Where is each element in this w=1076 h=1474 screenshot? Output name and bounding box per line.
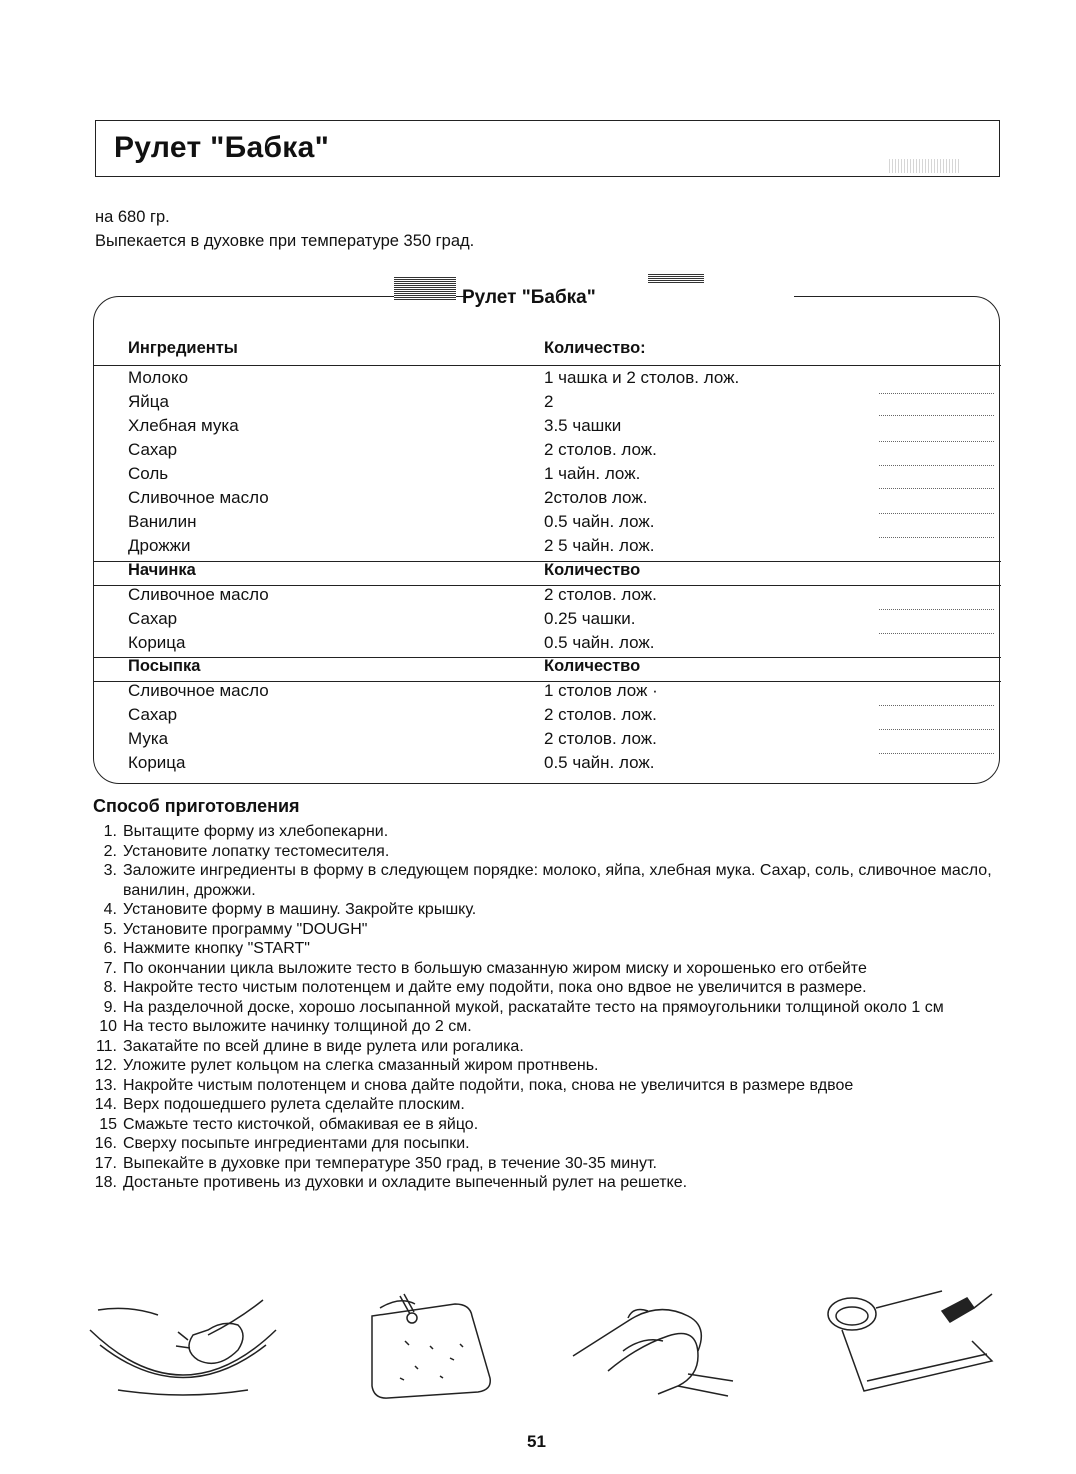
- title-box: [95, 120, 1000, 177]
- step-number: 15: [99, 1115, 117, 1133]
- recipe-card: [93, 296, 1000, 784]
- step-item: [93, 822, 1003, 842]
- topping-qty: 0.5 чайн. лож.: [544, 753, 655, 772]
- dotted-leader: [879, 415, 994, 416]
- step-text: Установите программу "DOUGH": [123, 920, 368, 938]
- dotted-leader: [879, 513, 994, 514]
- ingredient-name: Хлебная мука: [128, 416, 239, 435]
- step-number: 1.: [103, 823, 117, 840]
- method-steps: [93, 822, 1003, 1193]
- ingredient-name: Ванилин: [128, 512, 197, 531]
- step-number: 14.: [94, 1096, 117, 1113]
- topping-header-name: Посыпка: [128, 657, 201, 675]
- title-hatch-right: [648, 273, 704, 283]
- filling-name: Сахар: [128, 609, 178, 628]
- ingredient-row: [94, 440, 999, 464]
- step-item: [93, 1095, 1003, 1115]
- ingredients-header-qty: Количество:: [544, 339, 646, 357]
- topping-name: Сливочное масло: [128, 681, 269, 700]
- rolling-dough-illustration: [360, 1286, 510, 1406]
- ingredients-header: [94, 339, 999, 363]
- filling-name: Сливочное масло: [128, 585, 269, 604]
- dotted-leader: [879, 729, 994, 730]
- ingredient-qty: 2: [544, 392, 554, 411]
- step-text: Верх подошедшего рулета сделайте плоским.: [123, 1096, 465, 1113]
- filling-qty: 0.25 чашки.: [544, 609, 636, 628]
- step-number: 12.: [94, 1057, 117, 1074]
- dotted-leader: [879, 753, 994, 754]
- ingredient-qty: 2 столов. лож.: [544, 440, 657, 459]
- ingredient-name: Яйца: [128, 392, 169, 411]
- dotted-leader: [879, 488, 994, 489]
- step-item: [93, 1154, 1003, 1174]
- step-item: [93, 842, 1003, 862]
- step-item: [93, 1076, 1003, 1096]
- baking-note: Выпекается в духовке при температуре 350 град.: [95, 232, 475, 250]
- topping-header: [94, 657, 999, 681]
- ingredient-qty: 2столов лож.: [544, 488, 648, 507]
- step-text: Установите лопатку тестомесителя.: [123, 842, 390, 860]
- step-item: [93, 1037, 1003, 1057]
- step-item: [93, 1134, 1003, 1154]
- topping-header-qty: Количество: [544, 657, 641, 675]
- dotted-leader: [879, 537, 994, 538]
- dotted-leader: [879, 393, 994, 394]
- ingredient-name: Дрожжи: [128, 536, 191, 555]
- filling-row: [94, 633, 999, 657]
- step-number: 10: [99, 1018, 117, 1035]
- bowl-kneading-illustration: [88, 1290, 278, 1400]
- ingredients-header-name: Ингредиенты: [128, 339, 238, 357]
- filling-qty: 2 столов. лож.: [544, 585, 657, 604]
- step-number: 16.: [94, 1135, 117, 1152]
- brushing-egg-illustration: [812, 1286, 997, 1404]
- ingredient-qty: 3.5 чашки: [544, 416, 622, 435]
- ingredient-row: [94, 368, 999, 392]
- step-text: Смажьте тесто кисточкой, обмакивая ее в яйцо.: [123, 1115, 479, 1133]
- step-text: По окончании цикла выложите тесто в большую смазанную жиром миску и хорошенько его отбейте: [123, 959, 867, 977]
- ingredient-row: [94, 392, 999, 416]
- ingredient-row: [94, 464, 999, 488]
- step-number: 17.: [94, 1154, 117, 1172]
- filling-header: [94, 561, 999, 585]
- step-text: Заложите ингредиенты в форму в следующем порядке: молоко, яйпа, хлебная мука. Сахар, соль, сливочное масло, ванилин, дрожжи.: [123, 862, 992, 899]
- step-item: [93, 1017, 1003, 1037]
- dotted-leader: [879, 465, 994, 466]
- ingredient-qty: 1 чайн. лож.: [544, 464, 641, 483]
- title-hatch-left: [394, 276, 456, 300]
- ingredient-row: [94, 488, 999, 512]
- dotted-leader: [879, 609, 994, 610]
- topping-row: [94, 753, 999, 777]
- step-text: Достаньте противень из духовки и охладите выпеченный рулет на решетке.: [123, 1174, 688, 1191]
- ingredient-name: Соль: [128, 464, 169, 483]
- recipe-weight: на 680 гр.: [95, 208, 170, 226]
- dotted-leader: [879, 441, 994, 442]
- step-item: [93, 861, 1003, 900]
- step-item: [93, 1173, 1003, 1193]
- step-text: Накройте чистым полотенцем и снова дайте подойти, пока, снова не увеличится в размере вдвое: [123, 1076, 854, 1094]
- ingredient-name: Сливочное масло: [128, 488, 269, 507]
- decorative-dots: [889, 159, 959, 173]
- step-item: [93, 920, 1003, 940]
- method-title: Способ приготовления: [93, 796, 300, 816]
- ingredient-name: Сахар: [128, 440, 178, 459]
- step-number: 4.: [103, 901, 117, 918]
- step-text: Закатайте по всей длине в виде рулета или рогалика.: [123, 1037, 524, 1055]
- topping-qty: 2 столов. лож.: [544, 729, 657, 748]
- card-title: Рулет "Бабка": [462, 287, 596, 308]
- step-text: На тесто выложите начинку толщиной до 2 см.: [123, 1018, 472, 1035]
- step-number: 11.: [95, 1037, 117, 1055]
- filling-row: [94, 609, 999, 633]
- filling-qty: 0.5 чайн. лож.: [544, 633, 655, 652]
- step-text: Установите форму в машину. Закройте крышку.: [123, 901, 477, 918]
- step-number: 13.: [94, 1076, 117, 1094]
- filling-header-qty: Количество: [544, 561, 641, 579]
- topping-row: [94, 681, 999, 705]
- step-number: 18.: [94, 1174, 117, 1191]
- step-item: [93, 1115, 1003, 1135]
- divider: [94, 365, 1001, 366]
- step-item: [93, 978, 1003, 998]
- ingredient-row: [94, 416, 999, 440]
- ingredient-qty: 1 чашка и 2 столов. лож.: [544, 368, 740, 387]
- ingredient-qty: 0.5 чайн. лож.: [544, 512, 655, 531]
- step-text: Нажмите кнопку "START": [123, 940, 310, 957]
- filling-header-name: Начинка: [128, 561, 196, 579]
- topping-name: Сахар: [128, 705, 178, 724]
- topping-qty: 1 столов лож ·: [544, 681, 658, 700]
- step-text: На разделочной доске, хорошо лосыпанной мукой, раскатайте тесто на прямоугольники толщиной около 1 см: [123, 998, 944, 1016]
- step-text: Вытащите форму из хлебопекарни.: [123, 823, 389, 840]
- step-text: Сверху посыпьте ингредиентами для посыпки.: [123, 1135, 470, 1152]
- step-number: 8.: [103, 979, 117, 996]
- step-item: [93, 959, 1003, 979]
- step-number: 3.: [103, 862, 117, 879]
- ingredient-row: [94, 536, 999, 560]
- step-number: 9.: [103, 998, 117, 1016]
- step-item: [93, 998, 1003, 1018]
- topping-name: Мука: [128, 729, 169, 748]
- step-number: 6.: [103, 940, 117, 957]
- filling-row: [94, 585, 999, 609]
- step-item: [93, 939, 1003, 959]
- topping-name: Корица: [128, 753, 186, 772]
- step-text: Уложите рулет кольцом на слегка смазанный жиром протнвень.: [123, 1057, 599, 1074]
- topping-qty: 2 столов. лож.: [544, 705, 657, 724]
- step-number: 7.: [103, 959, 117, 977]
- step-item: [93, 900, 1003, 920]
- ingredient-name: Молоко: [128, 368, 189, 387]
- step-text: Выпекайте в духовке при температуре 350 град, в течение 30-35 минут.: [123, 1154, 657, 1172]
- rolling-roll-illustration: [568, 1286, 738, 1404]
- step-number: 5.: [103, 920, 117, 938]
- topping-row: [94, 729, 999, 753]
- page-number: 51: [527, 1432, 546, 1451]
- step-number: 2.: [103, 842, 117, 860]
- ingredient-qty: 2 5 чайн. лож.: [544, 536, 655, 555]
- page-title: Рулет "Бабка": [114, 131, 330, 164]
- dotted-leader: [879, 705, 994, 706]
- dotted-leader: [879, 633, 994, 634]
- filling-name: Корица: [128, 633, 186, 652]
- step-item: [93, 1056, 1003, 1076]
- topping-row: [94, 705, 999, 729]
- ingredient-row: [94, 512, 999, 536]
- step-text: Накройте тесто чистым полотенцем и дайте ему подойти, пока оно вдвое не увеличится в размере.: [123, 979, 867, 996]
